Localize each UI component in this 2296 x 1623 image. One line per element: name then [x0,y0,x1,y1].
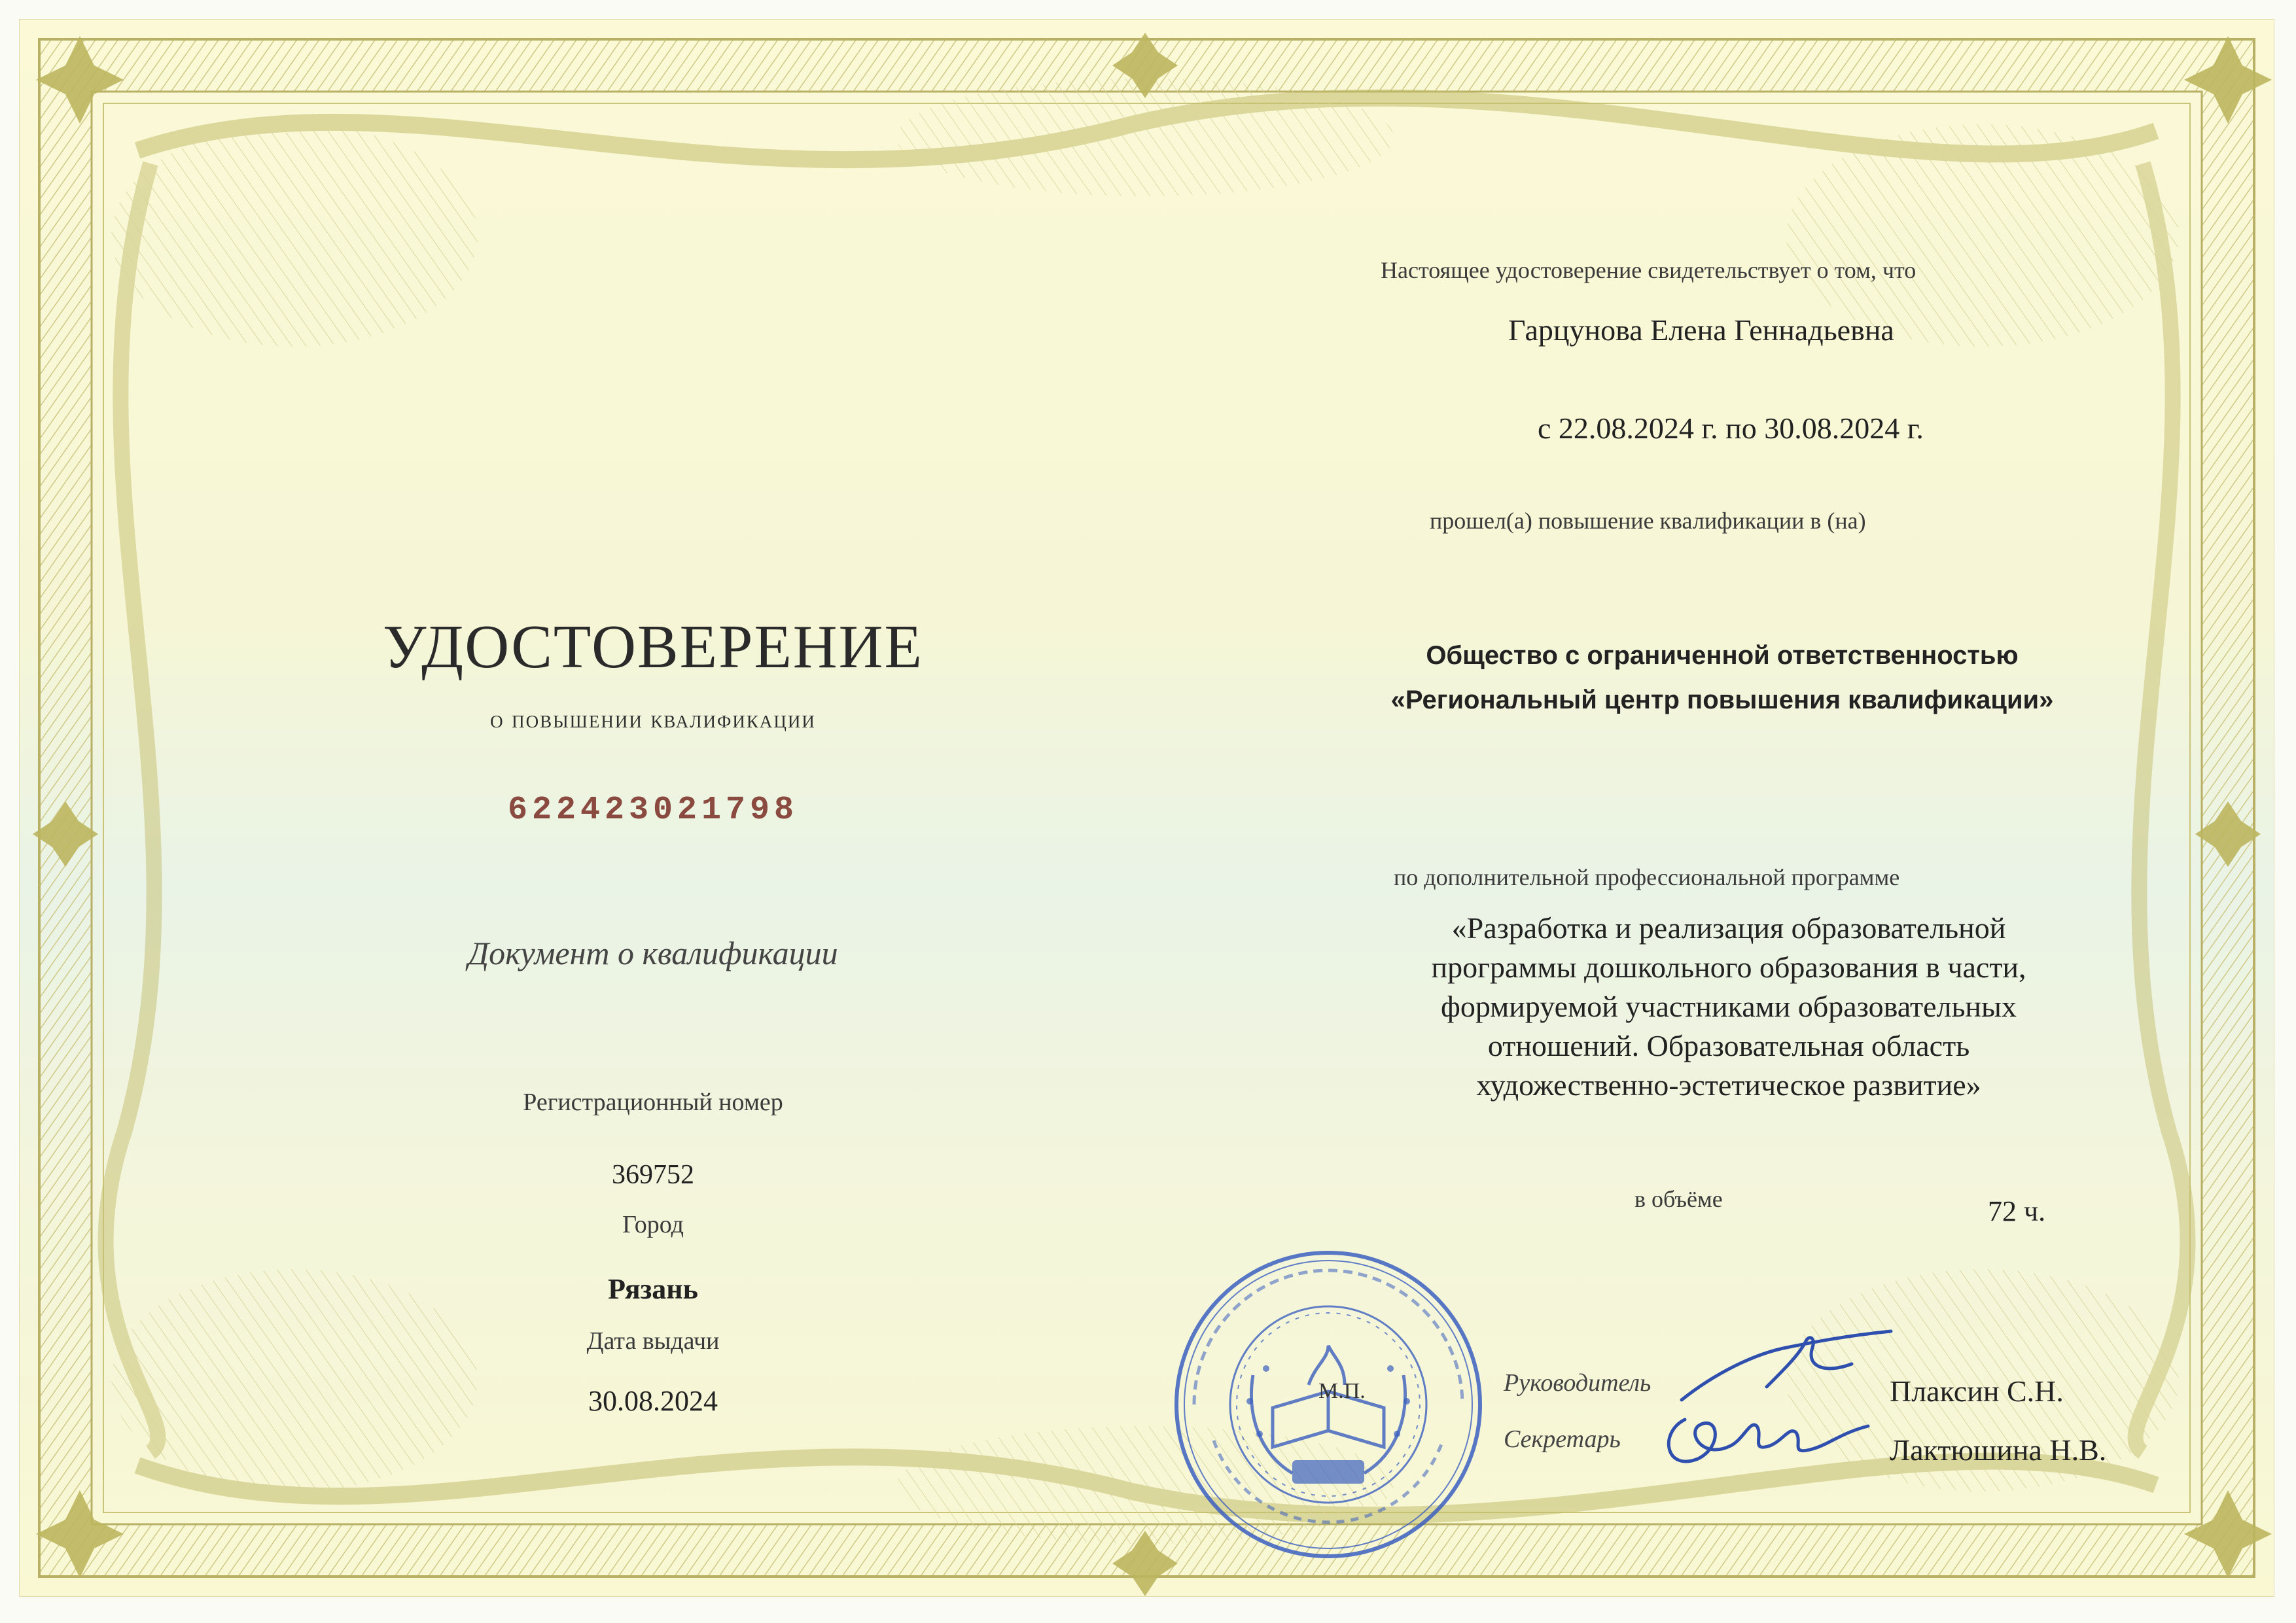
program-line: художественно-эстетическое развитие» [1476,1068,1981,1102]
organization-seal [1168,1244,1489,1565]
program-line: формируемой участниками образовательных [1441,990,2017,1023]
certificate-spread [20,20,2274,1596]
issue-date-value: 30.08.2024 [588,1385,718,1417]
serial-number: 622423021798 [507,792,799,829]
program-label: по дополнительной профессиональной программе [1394,864,1900,890]
head-role-label: Руководитель [1504,1369,1651,1397]
certificate-title: УДОСТОВЕРЕНИЕ [383,613,923,681]
volume-value: 72 ч. [1988,1195,2046,1227]
volume-label: в объёме [1634,1186,1723,1212]
city-label: Город [622,1211,684,1238]
secretary-name: Лактюшина Н.В. [1890,1433,2107,1467]
training-period: с 22.08.2024 г. по 30.08.2024 г. [1538,411,1924,445]
seal-place-label: М.П. [1318,1379,1366,1403]
registration-number: 369752 [612,1160,694,1190]
program-line: отношений. Образовательная область [1487,1029,1970,1062]
intro-text: Настоящее удостоверение свидетельствует о том, что [1381,257,1916,283]
issue-date-label: Дата выдачи [586,1327,720,1355]
secretary-signature [1659,1380,1875,1478]
document-kind: Документ о квалификации [468,935,838,971]
program-line: «Разработка и реализация образовательной [1451,911,2006,945]
passed-text: прошел(а) повышение квалификации в (на) [1430,508,1866,534]
secretary-role-label: Секретарь [1504,1425,1621,1453]
certificate-subtitle: о повышении квалификации [490,706,816,733]
city-value: Рязань [608,1273,698,1305]
organization-line-1: Общество с ограниченной ответственностью [1426,641,2019,670]
head-name: Плаксин С.Н. [1890,1374,2064,1408]
organization-line-2: «Региональный центр повышения квалификации» [1390,686,2054,714]
program-line: программы дошкольного образования в части, [1431,951,2026,984]
guilloche-border [20,20,2274,1596]
holder-name: Гарцунова Елена Геннадьевна [1508,313,1894,347]
registration-label: Регистрационный номер [523,1089,783,1116]
